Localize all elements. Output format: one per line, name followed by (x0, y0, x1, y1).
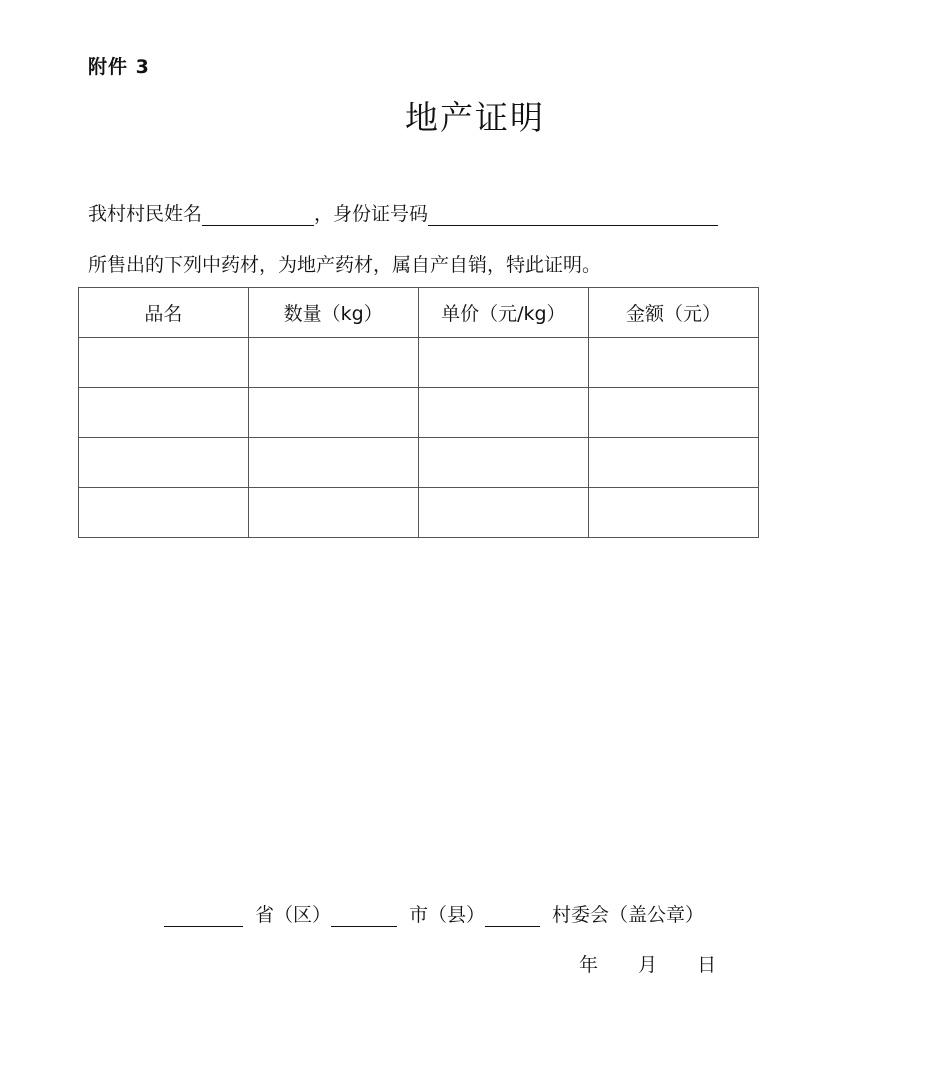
name-blank-field[interactable] (202, 203, 314, 226)
province-blank-field[interactable] (164, 904, 243, 927)
table-row (79, 388, 759, 438)
table-cell[interactable] (79, 338, 249, 388)
day-label: 日 (697, 954, 717, 976)
table-cell[interactable] (248, 388, 418, 438)
id-label: ，身份证号码 (314, 203, 429, 225)
table-cell[interactable] (79, 388, 249, 438)
province-label: 省（区） (255, 904, 332, 926)
table-cell[interactable] (248, 438, 418, 488)
table-cell[interactable] (79, 438, 249, 488)
table-cell[interactable] (418, 488, 588, 538)
table-cell[interactable] (248, 488, 418, 538)
header-product-name: 品名 (79, 288, 249, 338)
certification-statement: 所售出的下列中药材，为地产药材，属自产自销，特此证明。 (88, 254, 602, 276)
table-cell[interactable] (588, 338, 758, 388)
month-label: 月 (638, 954, 658, 976)
page-title: 地产证明 (405, 98, 545, 137)
table-cell[interactable] (588, 438, 758, 488)
table-cell[interactable] (79, 488, 249, 538)
year-label: 年 (579, 954, 599, 976)
city-blank-field[interactable] (331, 904, 397, 927)
table-cell[interactable] (248, 338, 418, 388)
village-blank-field[interactable] (485, 904, 540, 927)
villager-info-line (88, 199, 718, 226)
committee-seal-label: 村委会（盖公章） (552, 904, 705, 926)
table-row (79, 488, 759, 538)
table-cell[interactable] (418, 338, 588, 388)
table-cell[interactable] (588, 488, 758, 538)
table-cell[interactable] (588, 388, 758, 438)
table-row (79, 338, 759, 388)
date-line (579, 950, 750, 977)
id-number-blank-field[interactable] (428, 203, 718, 226)
header-amount: 金额（元） (588, 288, 758, 338)
issuer-line (164, 900, 704, 927)
goods-table (78, 287, 759, 538)
header-unit-price: 单价（元/kg） (418, 288, 588, 338)
table-cell[interactable] (418, 438, 588, 488)
table-cell[interactable] (418, 388, 588, 438)
header-quantity: 数量（kg） (248, 288, 418, 338)
city-label: 市（县） (409, 904, 486, 926)
name-label: 我村村民姓名 (88, 203, 203, 225)
table-row (79, 438, 759, 488)
table-header-row (79, 288, 759, 338)
attachment-label: 附件 3 (88, 56, 150, 78)
